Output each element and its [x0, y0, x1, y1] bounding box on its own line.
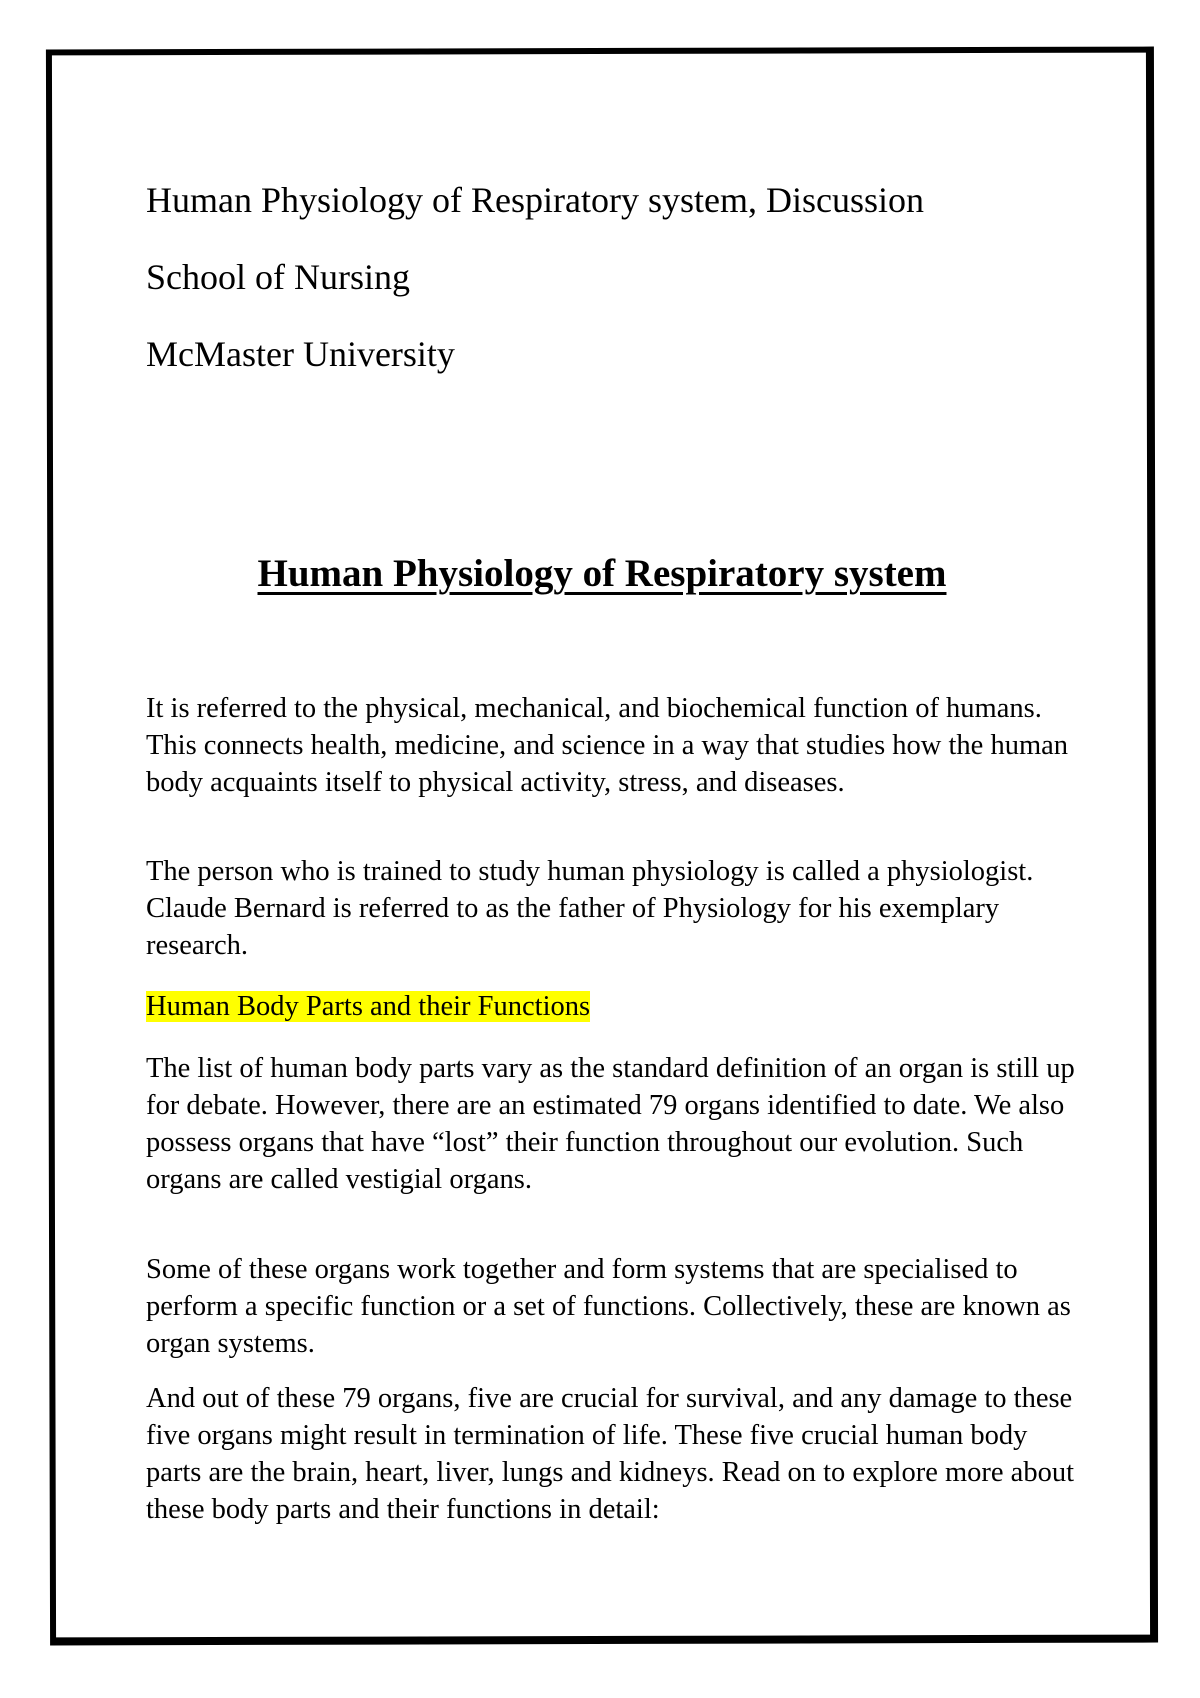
paragraph-vital-organs: And out of these 79 organs, five are crucial for survival, and any damage to these five organs might result in termination of life. These five crucial human body parts are the brain, heart, liver, lungs and kidneys. Read on to explore more about these body parts and their functions in detail: [146, 1383, 1074, 1525]
paragraph-physiologist: The person who is trained to study human physiology is called a physiologist. Claude Bernard is referred to as the father of Physiology for his exemplary research. [146, 856, 1034, 961]
section-heading-body-parts: Human Body Parts and their Functions [146, 991, 591, 1022]
paragraph-definition: It is referred to the physical, mechanical, and biochemical function of humans. This connects health, medicine, and science in a way that studies how the human body acquaints itself to physical activity, stress, and diseases. [146, 693, 1069, 798]
cover-title: Human Physiology of Respiratory system, Discussion [146, 180, 924, 220]
main-heading: Human Physiology of Respiratory system [257, 552, 947, 595]
paragraph-organ-systems: Some of these organs work together and form systems that are specialised to perform a specific function or a set of functions. Collectively, these are known as organ systems. [146, 1254, 1071, 1359]
cover-school: School of Nursing [146, 257, 410, 297]
cover-university: McMaster University [146, 334, 455, 374]
paragraph-organ-list: The list of human body parts vary as the standard definition of an organ is still up for debate. However, there are an estimated 79 organs identified to date. We also possess organs that have “lost” their function throughout our evolution. Such organs are called vestigial organs. [146, 1053, 1075, 1195]
section-heading-container [146, 988, 1076, 1025]
